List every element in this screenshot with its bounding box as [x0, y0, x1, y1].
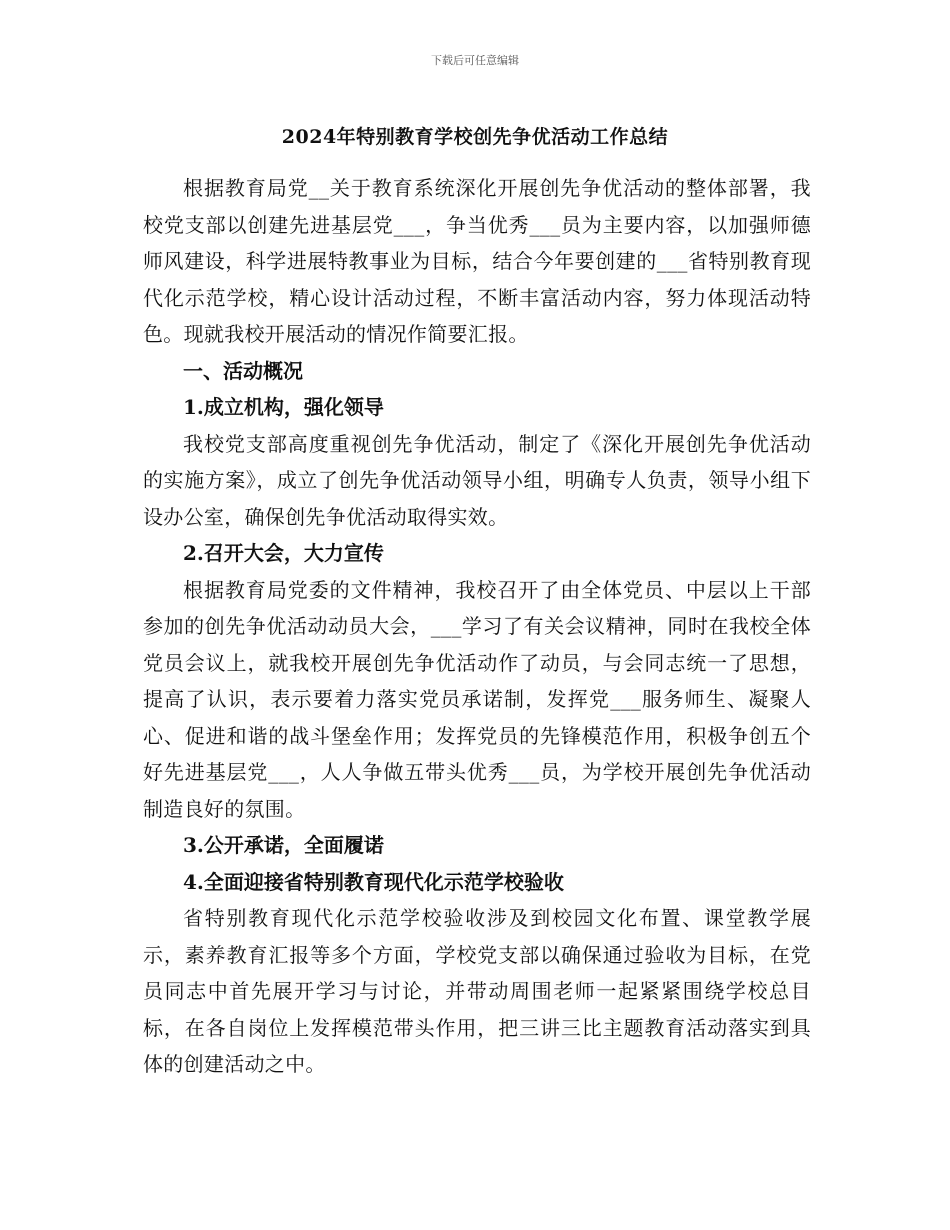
page-header-note: 下载后可任意编辑: [431, 54, 519, 67]
paragraph-1: 我校党支部高度重视创先争优活动，制定了《深化开展创先争优活动的实施方案》，成立了创先争优活动领导小组，明确专人负责，领导小组下设办公室，确保创先争优活动取得实效。: [143, 431, 811, 529]
document-body: [143, 170, 811, 1083]
document-title: 2024年特别教育学校创先争优活动工作总结: [281, 126, 669, 148]
subheading-1: 1.成立机构，强化领导: [183, 395, 384, 419]
subheading-4: 4.全面迎接省特别教育现代化示范学校验收: [183, 869, 564, 894]
intro-paragraph: 根据教育局党__关于教育系统深化开展创先争优活动的整体部署，我校党支部以创建先进基层党___，争当优秀___员为主要内容，以加强师德师风建设，科学进展特教事业为目标，结合今年要创建的___省特别教育现代化示范学校，精心设计活动过程，不断丰富活动内容，努力体现活动特色。现就我校开展活动的情况作简要汇报。: [143, 176, 811, 346]
section-heading-overview: 一、活动概况: [183, 358, 303, 383]
subheading-3: 3.公开承诺，全面履诺: [183, 833, 384, 857]
subheading-2: 2.召开大会，大力宣传: [183, 541, 384, 565]
paragraph-4: 省特别教育现代化示范学校验收涉及到校园文化布置、课堂教学展示，素养教育汇报等多个方面，学校党支部以确保通过验收为目标，在党员同志中首先展开学习与讨论，并带动周围老师一起紧紧围绕学校总目标，在各自岗位上发挥模范带头作用，把三讲三比主题教育活动落实到具体的创建活动之中。: [143, 906, 811, 1076]
paragraph-2: 根据教育局党委的文件精神，我校召开了由全体党员、中层以上干部参加的创先争优活动动员大会，___学习了有关会议精神，同时在我校全体党员会议上，就我校开展创先争优活动作了动员，与会同志统一了思想，提高了认识，表示要着力落实党员承诺制，发挥党___服务师生、凝聚人心、促进和谐的战斗堡垒作用；发挥党员的先锋模范作用，积极争创五个好先进基层党___，人人争做五带头优秀___员，为学校开展创先争优活动制造良好的氛围。: [143, 577, 811, 821]
